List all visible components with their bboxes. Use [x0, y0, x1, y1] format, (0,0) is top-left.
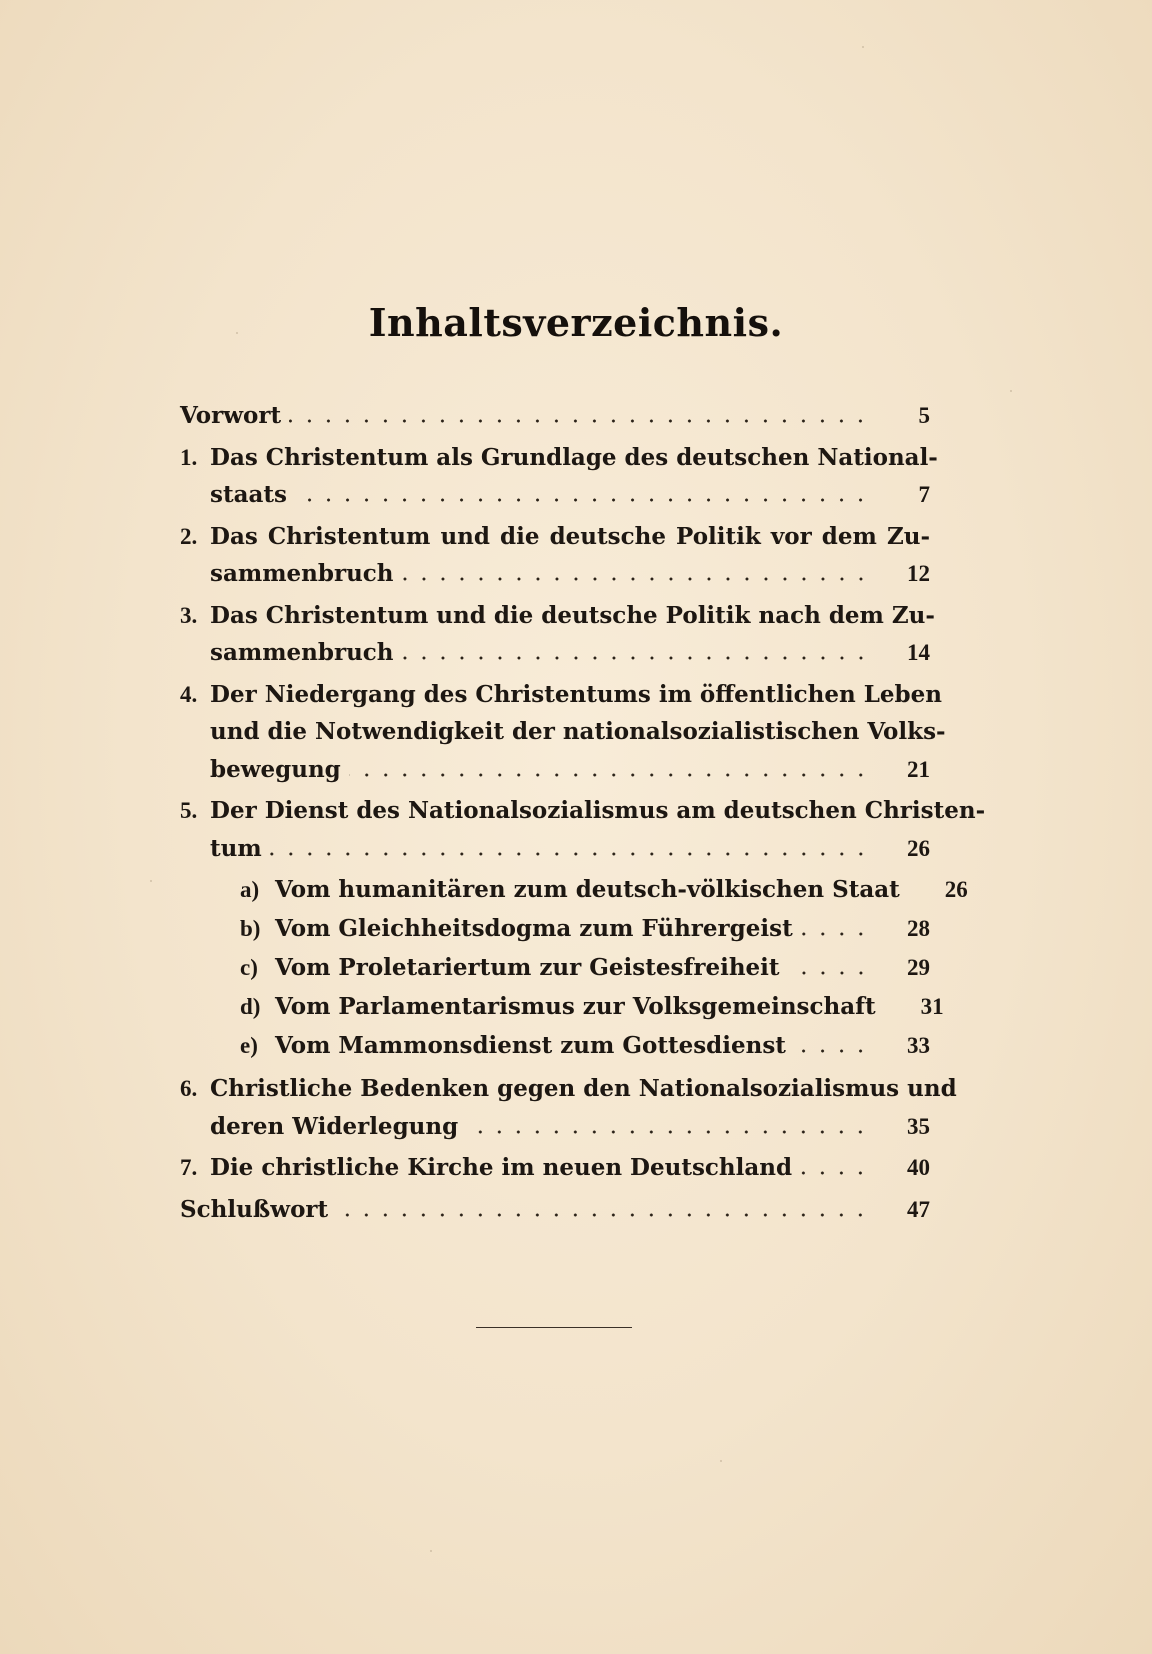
- toc-entry-5-continuation: [180, 835, 930, 873]
- dot-leader: [295, 481, 870, 502]
- toc-subentry-5b: [180, 915, 930, 954]
- page-number: 7: [918, 482, 930, 507]
- dot-leader: [800, 1154, 870, 1175]
- dot-leader: [466, 1113, 870, 1134]
- toc-entry-text: Die christliche Kirche im neuen Deutschland: [210, 1154, 793, 1181]
- entry-number: 7.: [180, 1155, 198, 1180]
- end-rule-divider: [476, 1327, 632, 1328]
- table-of-contents: [180, 402, 986, 1233]
- toc-entry-text: bewegung: [210, 755, 341, 783]
- toc-entry-text: tum: [210, 834, 262, 862]
- toc-entry-4: [180, 680, 942, 719]
- toc-subentry-5a: [180, 876, 968, 915]
- toc-entry-4-continuation: [180, 718, 946, 756]
- page-number: 35: [907, 1113, 930, 1139]
- toc-entry-text: Der Dienst des Nationalsozialismus am deutschen Christen-: [210, 797, 986, 824]
- page-number: 26: [907, 835, 930, 861]
- entry-number: 1.: [180, 444, 198, 470]
- toc-entry-4-continuation-2: [180, 756, 930, 794]
- toc-subentry-5c: [180, 954, 930, 993]
- toc-entry-text: Schlußwort: [180, 1195, 329, 1223]
- page-number: 31: [920, 994, 944, 1019]
- page-number: 40: [907, 1155, 930, 1180]
- toc-entry-text: Vom Proletariertum zur Geistesfreiheit: [275, 954, 780, 981]
- toc-entry-text: staats: [210, 481, 287, 508]
- entry-number: c): [240, 955, 258, 980]
- page-number: 47: [907, 1196, 930, 1222]
- entry-number: d): [240, 994, 261, 1019]
- page-number: 26: [944, 877, 968, 902]
- toc-entry-3: [180, 601, 935, 640]
- toc-entry-6-continuation: [180, 1113, 930, 1151]
- dot-leader: [336, 1196, 870, 1217]
- entry-number: 2.: [180, 523, 198, 549]
- toc-entry-text: Vom humanitären zum deutsch-völkischen Staat: [275, 876, 900, 903]
- dot-leader: [402, 560, 870, 581]
- toc-entry-text: Christliche Bedenken gegen den Nationalsozialismus und: [210, 1075, 957, 1102]
- dot-leader: [794, 1032, 870, 1053]
- toc-entry-schlusswort: [180, 1196, 930, 1234]
- toc-entry-text: Das Christentum und die deutsche Politik vor dem Zu-: [210, 522, 930, 550]
- page-number: 12: [907, 561, 930, 586]
- dot-leader: [289, 402, 870, 423]
- dot-leader: [270, 835, 870, 856]
- toc-entry-1-continuation: [180, 481, 930, 519]
- entry-number: e): [240, 1033, 258, 1058]
- toc-entry-text: Das Christentum und die deutsche Politik nach dem Zu-: [210, 601, 935, 629]
- dot-leader: [402, 639, 870, 660]
- toc-subentry-5d: [180, 993, 944, 1032]
- toc-entry-2: [180, 523, 930, 561]
- page-title: Inhaltsverzeichnis.: [368, 300, 784, 345]
- toc-entry-vorwort: [180, 402, 930, 440]
- toc-entry-text: und die Notwendigkeit der nationalsozialistischen Volks-: [210, 718, 946, 745]
- page-number: 21: [907, 756, 930, 782]
- dot-leader: [349, 756, 870, 777]
- toc-entry-text: Vorwort: [180, 402, 282, 429]
- page-number: 33: [907, 1033, 930, 1058]
- dot-leader: [788, 954, 870, 975]
- toc-entry-5: [180, 797, 986, 835]
- toc-entry-text: Vom Gleichheitsdogma zum Führergeist: [275, 915, 793, 942]
- page-number: 29: [907, 955, 930, 980]
- toc-subentry-5e: [180, 1032, 930, 1071]
- toc-entry-3-continuation: [180, 639, 930, 677]
- toc-entry-7: [180, 1154, 930, 1192]
- entry-number: 3.: [180, 602, 198, 628]
- page-number: 14: [907, 640, 930, 665]
- toc-entry-2-continuation: [180, 560, 930, 598]
- toc-entry-6: [180, 1075, 957, 1113]
- entry-number: 6.: [180, 1076, 198, 1101]
- toc-entry-text: Das Christentum als Grundlage des deutschen National-: [210, 443, 938, 471]
- entry-number: b): [240, 916, 261, 941]
- toc-entry-text: sammenbruch: [210, 560, 394, 587]
- toc-entry-text: deren Widerlegung: [210, 1112, 459, 1140]
- toc-entry-text: Vom Mammonsdienst zum Gottesdienst: [275, 1032, 786, 1059]
- dot-leader: [801, 915, 870, 936]
- toc-entry-1: [180, 443, 938, 482]
- page-number: 5: [918, 403, 930, 428]
- entry-number: 4.: [180, 681, 198, 707]
- toc-entry-text: sammenbruch: [210, 639, 394, 666]
- toc-entry-text: Der Niedergang des Christentums im öffentlichen Leben: [210, 680, 942, 708]
- toc-entry-text: Vom Parlamentarismus zur Volksgemeinschaft: [275, 993, 876, 1020]
- entry-number: 5.: [180, 798, 198, 823]
- page-number: 28: [907, 916, 930, 941]
- entry-number: a): [240, 877, 260, 902]
